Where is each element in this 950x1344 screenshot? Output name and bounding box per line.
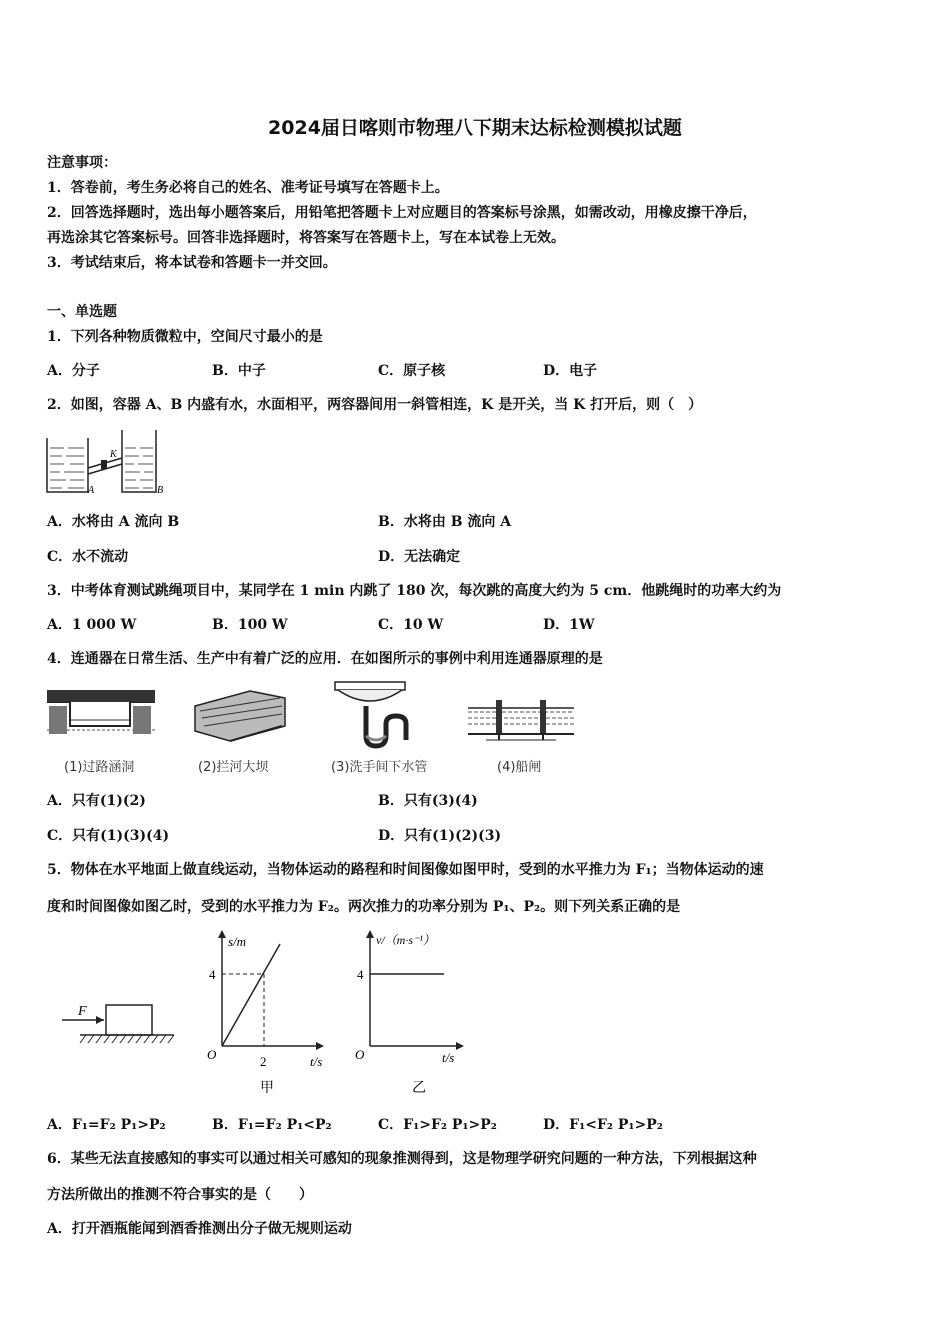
q6-option-a: A．打开酒瓶能闻到酒香推测出分子做无规则运动 bbox=[47, 1221, 352, 1237]
q5-option-d: D．F₁<F₂ P₁>P₂ bbox=[543, 1117, 663, 1133]
q2-option-a: A．水将由 A 流向 B bbox=[47, 514, 180, 530]
q5-option-c: C．F₁>F₂ P₁>P₂ bbox=[378, 1117, 497, 1133]
q1-option-a: A．分子 bbox=[47, 363, 100, 379]
yi-ytick: 4 bbox=[357, 967, 364, 982]
yi-ylabel: v/（m·s⁻¹） bbox=[376, 933, 435, 947]
question-1-stem: 1．下列各种物质微粒中，空间尺寸最小的是 bbox=[47, 329, 323, 345]
question-5-stem-line2: 度和时间图像如图乙时，受到的水平推力为 F₂。两次推力的功率分别为 P₁、P₂。则下列关系正确的是 bbox=[47, 899, 681, 915]
graph-jia bbox=[200, 926, 340, 1096]
q1-option-d: D．电子 bbox=[543, 363, 598, 379]
q3-option-d: D．1W bbox=[543, 617, 595, 633]
jia-data-line bbox=[222, 944, 280, 1046]
label-k: K bbox=[110, 449, 117, 460]
jia-xlabel: t/s bbox=[310, 1054, 323, 1069]
graph-yi bbox=[350, 926, 480, 1096]
jia-origin: O bbox=[207, 1047, 217, 1062]
jia-ylabel: s/m bbox=[228, 934, 247, 949]
yi-y-arrow-icon bbox=[366, 930, 374, 938]
q3-option-b: B．100 W bbox=[212, 617, 288, 633]
sink-drain-illustration bbox=[330, 680, 430, 752]
caption-ship-lock: (4)船闸 bbox=[497, 760, 542, 775]
jia-caption: 甲 bbox=[260, 1081, 274, 1096]
caption-dam: (2)拦河大坝 bbox=[198, 760, 269, 775]
q1-option-b: B．中子 bbox=[212, 363, 266, 379]
jia-x-arrow-icon bbox=[316, 1042, 324, 1050]
q3-option-c: C．10 W bbox=[378, 617, 444, 633]
yi-xlabel: t/s bbox=[442, 1050, 455, 1065]
q4-option-b: B．只有(3)(4) bbox=[378, 793, 478, 809]
notice-item: 1．答卷前，考生务必将自己的姓名、准考证号填写在答题卡上。 bbox=[47, 180, 449, 196]
q2-option-d: D．无法确定 bbox=[378, 549, 461, 565]
question-5-stem-line1: 5．物体在水平地面上做直线运动，当物体运动的路程和时间图像如图甲时，受到的水平推力为 F₁；当物体运动的速 bbox=[47, 862, 764, 878]
jia-y-arrow-icon bbox=[218, 930, 226, 938]
pushed-block-figure bbox=[58, 995, 178, 1050]
yi-caption: 乙 bbox=[412, 1081, 426, 1096]
q4-option-c: C．只有(1)(3)(4) bbox=[47, 828, 170, 844]
caption-sink: (3)洗手间下水管 bbox=[331, 760, 428, 775]
ship-lock-illustration bbox=[466, 694, 576, 746]
q3-option-a: A．1 000 W bbox=[47, 617, 137, 633]
jia-xtick: 2 bbox=[260, 1054, 267, 1069]
q5-option-a: A．F₁=F₂ P₁>P₂ bbox=[47, 1117, 166, 1133]
caption-culvert: (1)过路涵洞 bbox=[64, 760, 135, 775]
question-6-stem-line2: 方法所做出的推测不符合事实的是（ ） bbox=[47, 1187, 313, 1203]
force-label: F bbox=[78, 1004, 87, 1019]
yi-origin: O bbox=[355, 1047, 365, 1062]
q4-option-a: A．只有(1)(2) bbox=[47, 793, 146, 809]
q4-option-d: D．只有(1)(2)(3) bbox=[378, 828, 502, 844]
q5-option-b: B．F₁=F₂ P₁<P₂ bbox=[212, 1117, 332, 1133]
notice-item: 再选涂其它答案标号。回答非选择题时，将答案写在答题卡上，写在本试卷上无效。 bbox=[47, 230, 565, 246]
q2-containers-figure bbox=[44, 428, 169, 498]
yi-x-arrow-icon bbox=[456, 1042, 464, 1050]
q1-option-c: C．原子核 bbox=[378, 363, 446, 379]
label-a: A bbox=[88, 485, 95, 496]
notice-item: 2．回答选择题时，选出每小题答案后，用铅笔把答题卡上对应题目的答案标号涂黑，如需改动，用橡皮擦干净后， bbox=[47, 205, 757, 221]
label-b: B bbox=[157, 485, 164, 496]
question-2-stem: 2．如图，容器 A、B 内盛有水，水面相平，两容器间用一斜管相连，K 是开关，当 K 打开后，则（ ） bbox=[47, 397, 703, 413]
jia-ytick: 4 bbox=[209, 967, 216, 982]
question-6-stem-line1: 6．某些无法直接感知的事实可以通过相关可感知的现象推测得到，这是物理学研究问题的一种方法，下列根据这种 bbox=[47, 1151, 757, 1167]
culvert-illustration bbox=[45, 690, 160, 745]
notice-heading: 注意事项： bbox=[47, 155, 117, 171]
q2-option-b: B．水将由 B 流向 A bbox=[378, 514, 512, 530]
page-title: 2024届日喀则市物理八下期末达标检测模拟试题 bbox=[268, 117, 682, 139]
notice-item: 3．考试结束后，将本试卷和答题卡一并交回。 bbox=[47, 255, 337, 271]
question-4-stem: 4．连通器在日常生活、生产中有着广泛的应用．在如图所示的事例中利用连通器原理的是 bbox=[47, 651, 603, 667]
dam-illustration bbox=[190, 686, 290, 746]
section-heading: 一、单选题 bbox=[47, 304, 117, 320]
question-3-stem: 3．中考体育测试跳绳项目中，某同学在 1 min 内跳了 180 次，每次跳的高度大约为 5 cm．他跳绳时的功率大约为 bbox=[47, 583, 782, 599]
q2-option-c: C．水不流动 bbox=[47, 549, 129, 565]
